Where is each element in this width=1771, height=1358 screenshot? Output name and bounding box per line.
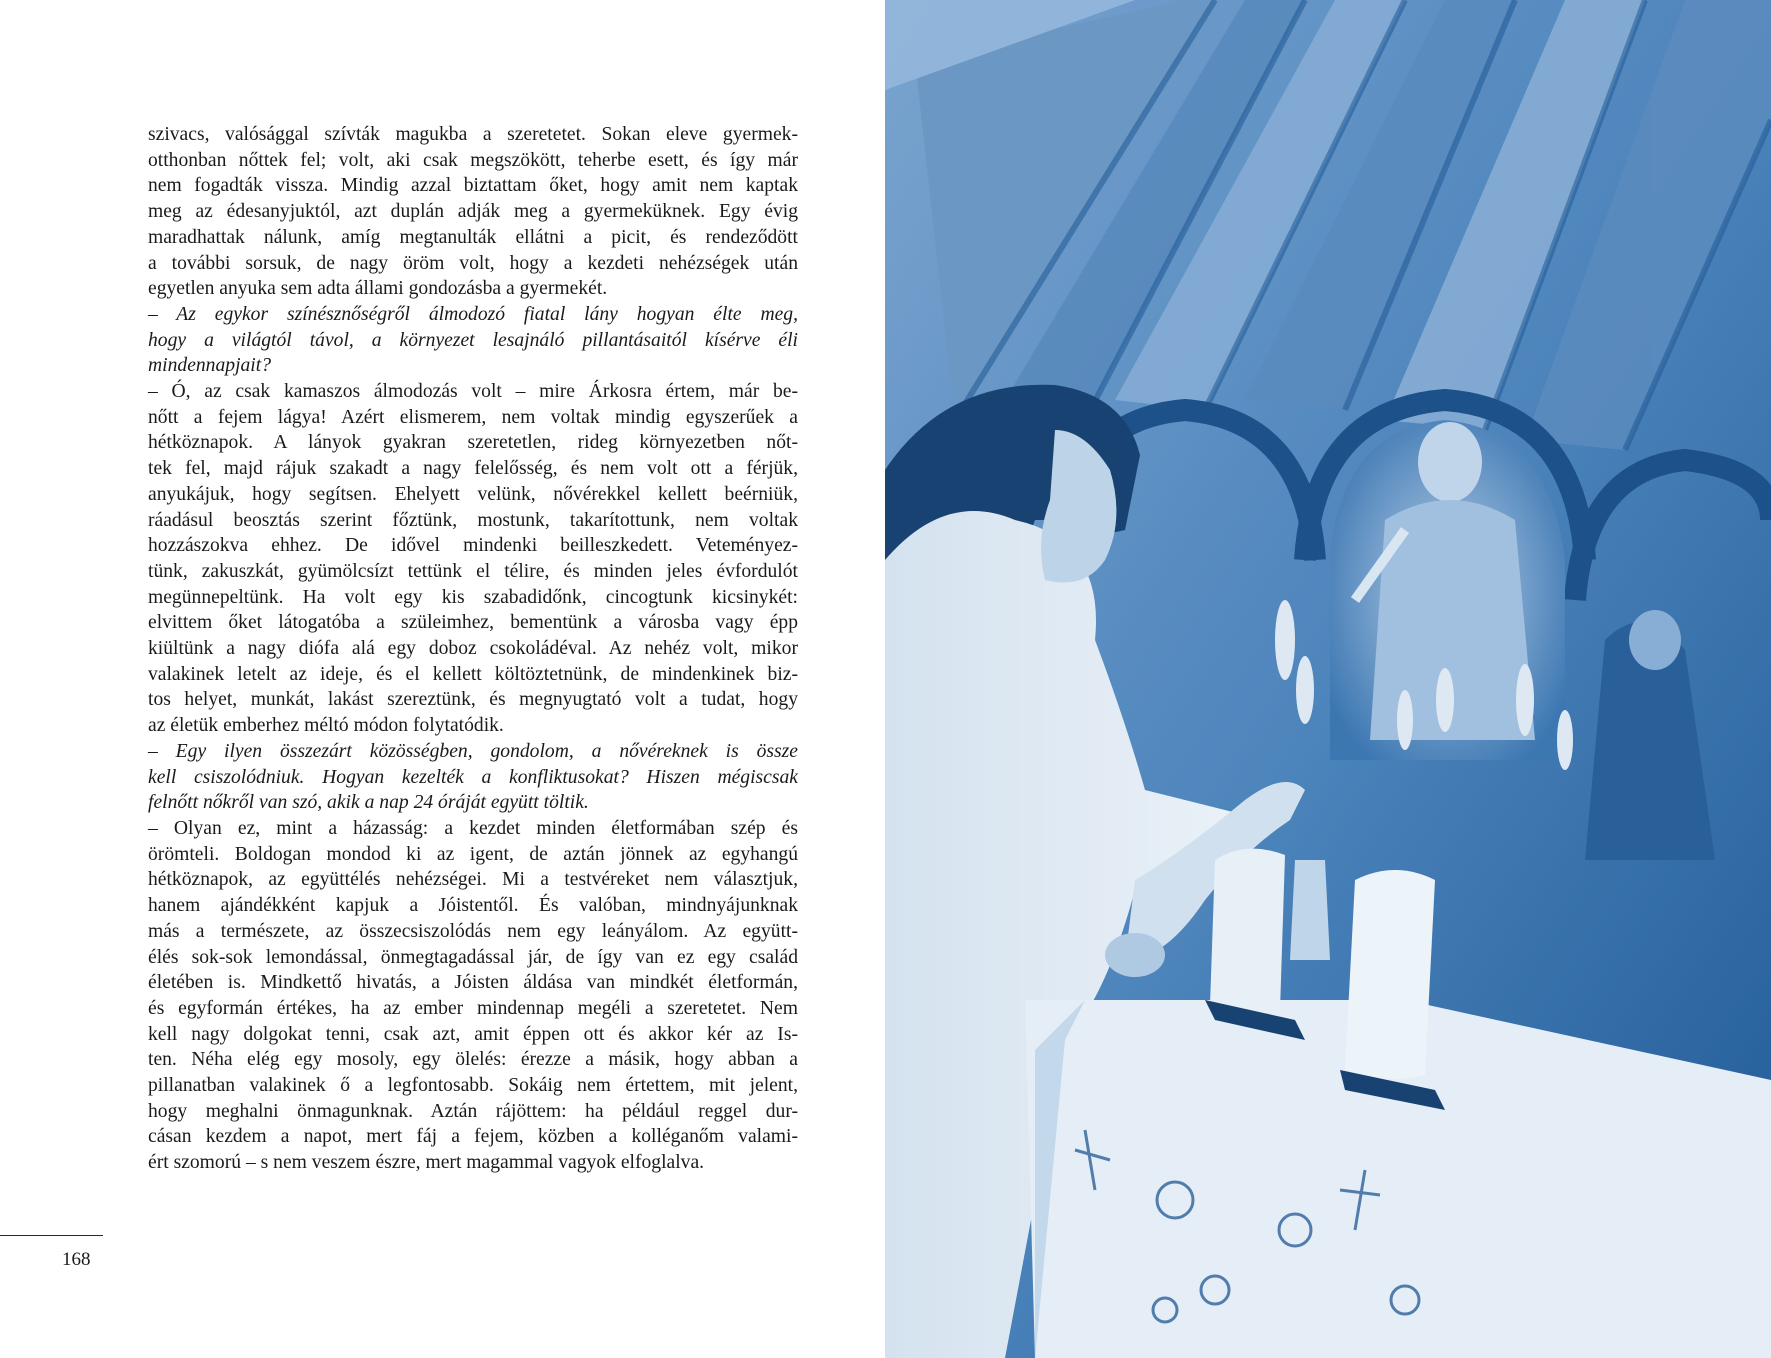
duotone-overlay <box>885 0 1771 1358</box>
answer-line: a további sorsuk, de nagy öröm volt, hogy a kezdeti nehézségek után <box>148 252 798 274</box>
answer-line: kell nagy dolgokat tenni, csak azt, amit éppen ott és akkor kér az Is- <box>148 1023 798 1045</box>
answer-line: anyukájuk, hogy segítsen. Ehelyett velünk, nővérekkel kellett beérniük, <box>148 483 798 505</box>
answer-line: tos helyet, munkát, lakást szereztünk, és megnyugtató volt a tudat, hogy <box>148 689 798 711</box>
answer-line: otthonban nőttek fel; volt, aki csak megszökött, teherbe esett, és így már <box>148 149 798 171</box>
answer-line: hozzászokva ehhez. De idővel mindenki beilleszkedett. Veteményez- <box>148 535 798 557</box>
answer-line: tek fel, majd rájuk szakadt a nagy felelősség, és nem volt ott a férjük, <box>148 458 798 480</box>
answer-line: szivacs, valósággal szívták magukba a szeretetet. Sokan eleve gyermek- <box>148 124 798 145</box>
question-line: mindennapjait? <box>148 355 271 377</box>
question-line: kell csiszolódniuk. Hogyan kezelték a konfliktusokat? Hiszen mégiscsak <box>148 766 798 788</box>
answer-line: ráadásul beosztás szerint főztünk, mostunk, takarítottunk, nem voltak <box>148 509 798 531</box>
duotone-photo <box>885 0 1771 1358</box>
answer-line: cásan kezdem a napot, mert fáj a fejem, közben a kolléganőm valami- <box>148 1126 798 1148</box>
answer-line: nőtt a fejem lágya! Azért elismerem, nem voltak mindig egyszerűek a <box>148 406 798 428</box>
answer-line: ten. Néha elég egy mosoly, egy ölelés: érezze a másik, hogy abban a <box>148 1049 798 1071</box>
answer-line: – Ó, az csak kamaszos álmodozás volt – mire Árkosra értem, már be- <box>148 381 798 403</box>
answer-line: más a természete, az összecsiszolódás nem egy leányálom. Az együtt- <box>148 920 798 942</box>
footer-rule <box>0 1235 103 1236</box>
answer-line: és egyformán értékes, ha az ember mindennap megéli a szeretetet. Nem <box>148 997 798 1019</box>
photo-nun-at-altar <box>885 0 1771 1358</box>
answer-line: örömteli. Boldogan mondod ki az igent, de aztán jönnek az egyhangú <box>148 843 798 865</box>
answer-line: nem fogadták vissza. Mindig azzal biztattam őket, hogy amit nem kaptak <box>148 175 798 197</box>
question-line: hogy a világtól távol, a környezet lesajnáló pillantásaitól kísérve éli <box>148 329 798 351</box>
answer-line: hétköznapok, az együttélés nehézségei. Mi a testvéreket nem választjuk, <box>148 869 798 891</box>
answer-line: meg az édesanyjuktól, azt duplán adják meg a gyermeküknek. Egy évig <box>148 201 798 223</box>
answer-line: maradhattak nálunk, amíg megtanulták ellátni a picit, és rendeződött <box>148 226 798 248</box>
answer-line: tünk, zakuszkát, gyümölcsízt tettünk el télire, és minden jeles évfordulót <box>148 560 798 582</box>
answer-line: – Olyan ez, mint a házasság: a kezdet minden életformában szép és <box>148 817 798 839</box>
answer-line: hanem ajándékként kapjuk a Jóistentől. És valóban, mindnyájunknak <box>148 895 798 917</box>
body-text <box>148 122 798 1176</box>
answer-line: hétköznapok. A lányok gyakran szeretetlen, rideg környezetben nőt- <box>148 432 798 454</box>
question-line: felnőtt nőkről van szó, akik a nap 24 óráját együtt töltik. <box>148 792 589 814</box>
question-line: – Az egykor színésznőségről álmodozó fiatal lány hogyan élte meg, <box>148 303 798 325</box>
answer-line: elvittem őket látogatóba a szüleimhez, bementünk a városba vagy épp <box>148 612 798 634</box>
answer-line: életében is. Mindkettő hivatás, a Jóisten áldása van mindkét életformán, <box>148 972 798 994</box>
question-line: – Egy ilyen összezárt közösségben, gondolom, a nővéreknek is össze <box>148 740 798 762</box>
answer-line: élés sok-sok lemondással, önmegtagadással jár, de így van ez egy család <box>148 946 798 968</box>
answer-line: egyetlen anyuka sem adta állami gondozásba a gyermekét. <box>148 278 608 300</box>
page-number: 168 <box>62 1249 91 1270</box>
answer-line: valakinek letelt az ideje, és el kellett költöztetnünk, de mindenkinek biz- <box>148 663 798 685</box>
answer-line: pillanatban valakinek ő a legfontosabb. Sokáig nem értettem, mit jelent, <box>148 1075 798 1097</box>
answer-line: megünnepeltünk. Ha volt egy kis szabadidőnk, cincogtunk kicsinykét: <box>148 586 798 608</box>
answer-line: az életük emberhez méltó módon folytatódik. <box>148 715 504 737</box>
answer-line: kiültünk a nagy diófa alá egy doboz csokoládéval. Az nehéz volt, mikor <box>148 638 798 660</box>
answer-line: hogy meghalni önmagunknak. Aztán rájöttem: ha például reggel dur- <box>148 1100 798 1122</box>
answer-line: ért szomorú – s nem veszem észre, mert magammal vagyok elfoglalva. <box>148 1152 705 1174</box>
